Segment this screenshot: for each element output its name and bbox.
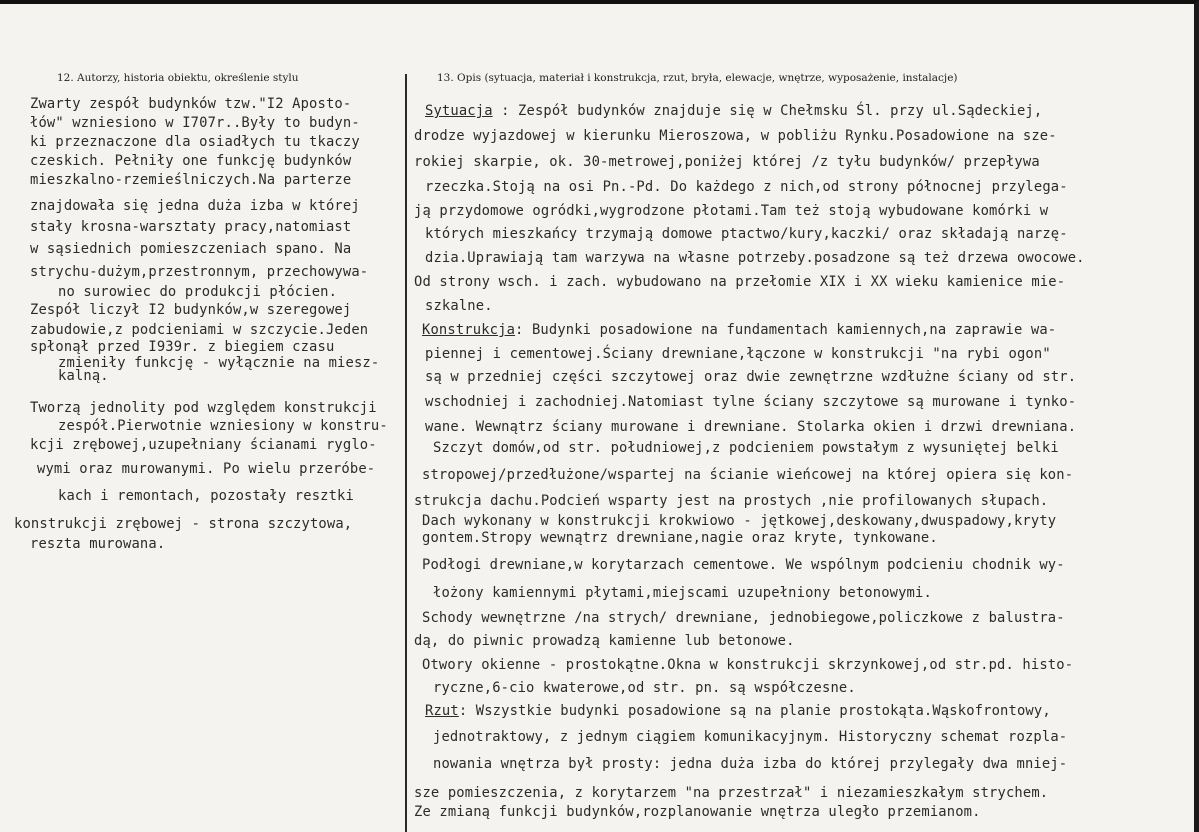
- text-line: Otwory okienne - prostokątne.Okna w konstrukcji skrzynkowej,od str.pd. histo-: [422, 657, 1074, 673]
- text-line: Od strony wsch. i zach. wybudowano na przełomie XIX i XX wieku kamienice mie-: [414, 274, 1066, 290]
- text-line: szkalne.: [425, 298, 493, 314]
- text-line: jednotraktowy, z jednym ciągiem komunikacyjnym. Historyczny schemat rozpla-: [433, 729, 1068, 745]
- text-line: strukcja dachu.Podcień wsparty jest na prostych ,nie profilowanych słupach.: [414, 493, 1049, 509]
- text-line: gontem.Stropy wewnątrz drewniane,nagie oraz kryte, tynkowane.: [422, 530, 938, 546]
- text-line: których mieszkańcy trzymają domowe ptactwo/kury,kaczki/ oraz składają narzę-: [425, 226, 1068, 242]
- section-label-rzut: Rzut: [425, 703, 459, 719]
- text-line: Ze zmianą funkcji budynków,rozplanowanie wnętrza uległo przemianom.: [414, 804, 981, 820]
- text-line: są w przedniej części szczytowej oraz dwie zewnętrzne wzdłużne ściany od str.: [425, 369, 1077, 385]
- text-line: wane. Wewnątrz ściany murowane i drewniane. Stolarka okien i drzwi drewniana.: [425, 419, 1077, 435]
- text-line: łożony kamiennymi płytami,miejscami uzupełniony betonowymi.: [433, 585, 932, 601]
- text-line: spłonął przed I939r. z biegiem czasu: [30, 339, 335, 355]
- text-line: Konstrukcja: Budynki posadowione na fundamentach kamiennych,na zaprawie wa-: [422, 322, 1057, 338]
- text-line: Tworzą jednolity pod względem konstrukcji: [30, 400, 377, 416]
- section-label-konstrukcja: Konstrukcja: [422, 322, 516, 338]
- text-line: Szczyt domów,od str. południowej,z podcieniem powstałym z wysuniętej belki: [433, 440, 1059, 456]
- text-line: czeskich. Pełniły one funkcję budynków: [30, 153, 352, 169]
- text-line: dą, do piwnic prowadzą kamienne lub betonowe.: [414, 633, 795, 649]
- text-line: kalną.: [58, 368, 109, 384]
- text-line: stały krosna-warsztaty pracy,natomiast: [30, 219, 352, 235]
- text-line: wymi oraz murowanymi. Po wielu przeróbe-: [37, 461, 376, 477]
- text-line: mieszkalno-rzemieślniczych.Na parterze: [30, 172, 352, 188]
- text-line: rokiej skarpie, ok. 30-metrowej,poniżej której /z tyłu budynków/ przepływa: [414, 154, 1040, 170]
- text-line: Podłogi drewniane,w korytarzach cementowe. We wspólnym podcieniu chodnik wy-: [422, 557, 1065, 573]
- text-line: dzia.Uprawiają tam warzywa na własne potrzeby.posadzone są też drzewa owocowe.: [425, 250, 1085, 266]
- text-line: drodze wyjazdowej w kierunku Mieroszowa, w pobliżu Rynku.Posadowione na sze-: [414, 128, 1057, 144]
- text-line: nowania wnętrza był prosty: jedna duża izba do której przylegały dwa mniej-: [433, 756, 1068, 772]
- text-line: w sąsiednich pomieszczeniach spano. Na: [30, 241, 352, 257]
- left-column-header: 12. Autorzy, historia obiektu, określenie stylu: [57, 72, 299, 84]
- text-line: rzeczka.Stoją na osi Pn.-Pd. Do każdego z nich,od strony północnej przylega-: [425, 179, 1068, 195]
- text-line: strychu-dużym,przestronnym, przechowywa-: [30, 264, 369, 280]
- text-line: Zespół liczył I2 budynków,w szeregowej: [30, 302, 352, 318]
- text-line: Rzut: Wszystkie budynki posadowione są na planie prostokąta.Wąskofrontowy,: [425, 703, 1051, 719]
- text-line: znajdowała się jedna duża izba w której: [30, 198, 360, 214]
- text-line: ki przeznaczone dla osiadłych tu tkaczy: [30, 134, 360, 150]
- text-line: kcji zrębowej,uzupełniany ścianami ryglo-: [30, 437, 377, 453]
- text-line: no surowiec do produkcji płócien.: [58, 284, 338, 300]
- text-line: stropowej/przedłużone/wspartej na ścianie wieńcowej na której opiera się kon-: [422, 467, 1074, 483]
- text-line: konstrukcji zrębowej - strona szczytowa,: [14, 516, 353, 532]
- text-line: wschodniej i zachodniej.Natomiast tylne ściany szczytowe są murowane i tynko-: [425, 394, 1077, 410]
- text-line: zmieniły funkcję - wyłącznie na miesz-: [58, 355, 380, 371]
- text-line: ją przydomowe ogródki,wygrodzone płotami.Tam też stoją wybudowane komórki w: [414, 203, 1049, 219]
- text-line: sze pomieszczenia, z korytarzem "na przestrzał" i niezamieszkałym strychem.: [414, 785, 1049, 801]
- text-line: ryczne,6-cio kwaterowe,od str. pn. są współczesne.: [433, 680, 856, 696]
- text-line: reszta murowana.: [30, 536, 166, 552]
- text-line: kach i remontach, pozostały resztki: [58, 488, 354, 504]
- text-line: Zwarty zespół budynków tzw."I2 Aposto-: [30, 96, 352, 112]
- text-line: Schody wewnętrzne /na strych/ drewniane, jednobiegowe,policzkowe z balustra-: [422, 610, 1065, 626]
- text-line: zabudowie,z podcieniami w szczycie.Jeden: [30, 322, 369, 338]
- text-line: piennej i cementowej.Ściany drewniane,łączone w konstrukcji "na rybi ogon": [425, 346, 1051, 362]
- text-line: łów" wzniesiono w I707r..Były to budyn-: [30, 115, 360, 131]
- text-line: zespół.Pierwotnie wzniesiony w konstru-: [58, 418, 388, 434]
- text-line: Sytuacja : Zespół budynków znajduje się w Chełmsku Śl. przy ul.Sądeckiej,: [425, 103, 1043, 119]
- right-column-header: 13. Opis (sytuacja, materiał i konstrukcja, rzut, bryła, elewacje, wnętrze, wyposażenie, instalacje): [437, 72, 958, 84]
- text-line: Dach wykonany w konstrukcji krokwiowo - jętkowej,deskowany,dwuspadowy,kryty: [422, 513, 1057, 529]
- section-label-sytuacja: Sytuacja: [425, 103, 493, 119]
- column-divider: [405, 74, 407, 832]
